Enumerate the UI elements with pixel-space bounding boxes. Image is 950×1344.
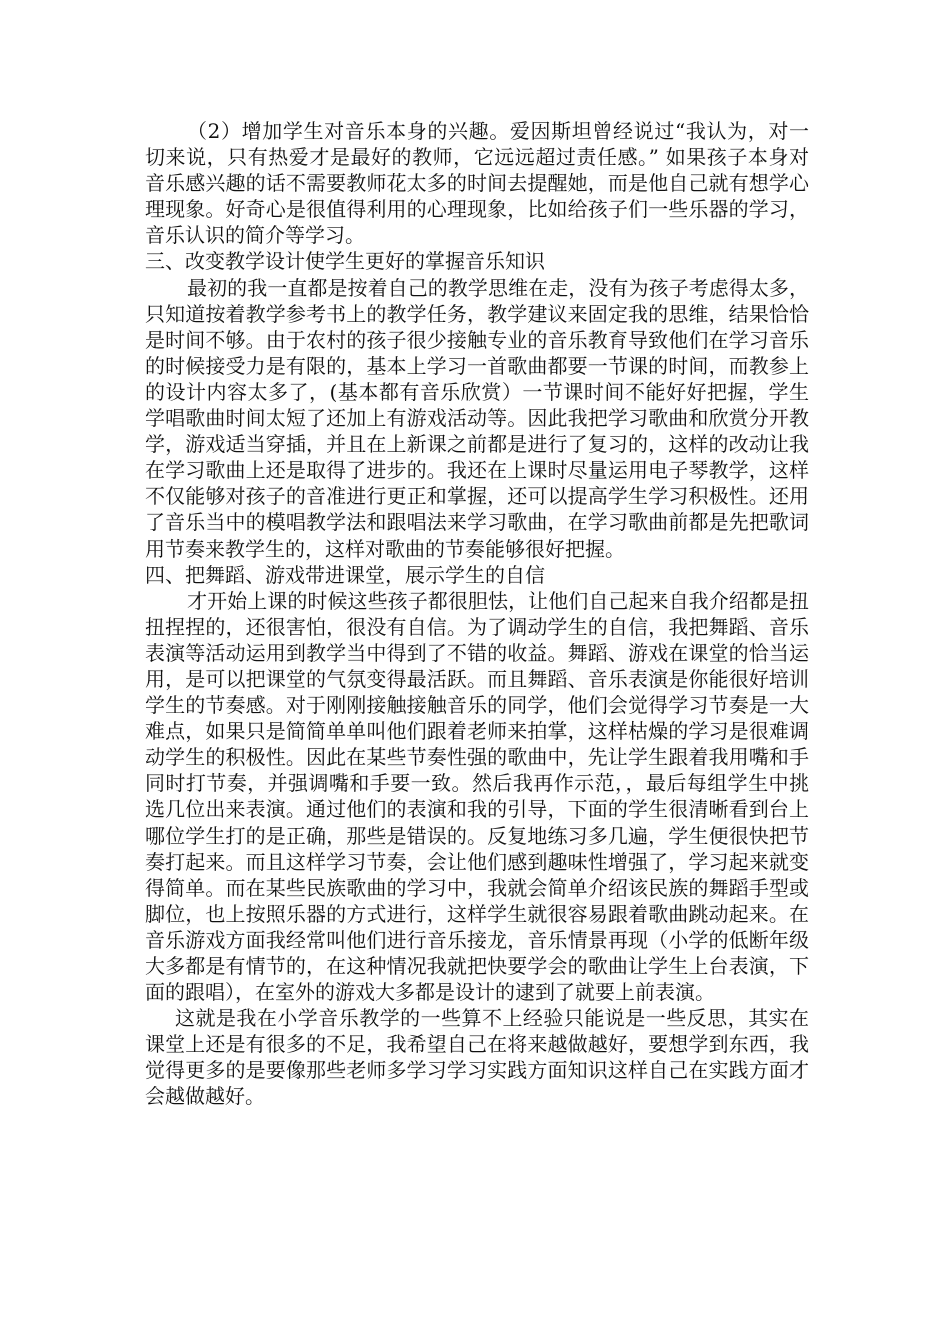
paragraph-reflection: 这就是我在小学音乐教学的一些算不上经验只能说是一些反思，其实在课堂上还是有很多的不足，我希望自己在将来越做越好，要想学到东西，我觉得更多的是要像那些老师多学习学习实践方面知识这样自己在实践方面才会越做越好。 [145,1006,809,1109]
document-body [145,118,809,1110]
section-heading-four: 四、把舞蹈、游戏带进课堂，展示学生的自信 [145,562,545,587]
paragraph-interest: （2）增加学生对音乐本身的兴趣。爱因斯坦曾经说过“我认为，对一切来说，只有热爱才是最好的教师，它远远超过责任感。” 如果孩子本身对音乐感兴趣的话不需要教师花太多的时间去提醒她，而是他自己就有想学心理现象。好奇心是很值得利用的心理现象，比如给孩子们一些乐器的学习，音乐认识的简介等学习。 [145,119,809,248]
section-heading-three: 三、改变教学设计使学生更好的掌握音乐知识 [145,249,545,274]
paragraph-dance-games: 才开始上课的时候这些孩子都很胆怯，让他们自己起来自我介绍都是扭扭捏捏的，还很害怕，很没有自信。为了调动学生的自信，我把舞蹈、音乐表演等活动运用到教学当中得到了不错的收益。舞蹈、游戏在课堂的恰当运用，是可以把课堂的气氛变得最活跃。而且舞蹈、音乐表演是你能很好培训学生的节奏感。对于刚刚接触接触音乐的同学，他们会觉得学习节奏是一大难点，如果只是简简单单叫他们跟着老师来拍掌，这样枯燥的学习是很难调动学生的积极性。因此在某些节奏性强的歌曲中，先让学生跟着我用嘴和手同时打节奏，并强调嘴和手要一致。然后我再作示范，，最后每组学生中挑选几位出来表演。通过他们的表演和我的引导，下面的学生很清晰看到台上哪位学生打的是正确，那些是错误的。反复地练习多几遍，学生便很快把节奏打起来。而且这样学习节奏，会让他们感到趣味性增强了，学习起来就变得简单。而在某些民族歌曲的学习中，我就会简单介绍该民族的舞蹈手型或脚位，也上按照乐器的方式进行，这样学生就很容易跟着歌曲跳动起来。在音乐游戏方面我经常叫他们进行音乐接龙，音乐情景再现（小学的低断年级大多都是有情节的，在这种情况我就把快要学会的歌曲让学生上台表演，下面的跟唱），在室外的游戏大多都是设计的逮到了就要上前表演。 [145,588,809,1005]
paragraph-teaching-design: 最初的我一直都是按着自己的教学思维在走，没有为孩子考虑得太多，只知道按着教学参考书上的教学任务，教学建议来固定我的思维，结果恰恰是时间不够。由于农村的孩子很少接触专业的音乐教育导致他们在学习音乐的时候接受力是有限的，基本上学习一首歌曲都要一节课的时间，而教参上的设计内容太多了，(基本都有音乐欣赏）一节课时间不能好好把握，学生学唱歌曲时间太短了还加上有游戏活动等。因此我把学习歌曲和欣赏分开教学，游戏适当穿插，并且在上新课之前都是进行了复习的，这样的改动让我在学习歌曲上还是取得了进步的。我还在上课时尽量运用电子琴教学，这样不仅能够对孩子的音准进行更正和掌握，还可以提高学生学习积极性。还用了音乐当中的模唱教学法和跟唱法来学习歌曲，在学习歌曲前都是先把歌词用节奏来教学生的，这样对歌曲的节奏能够很好把握。 [145,275,809,561]
